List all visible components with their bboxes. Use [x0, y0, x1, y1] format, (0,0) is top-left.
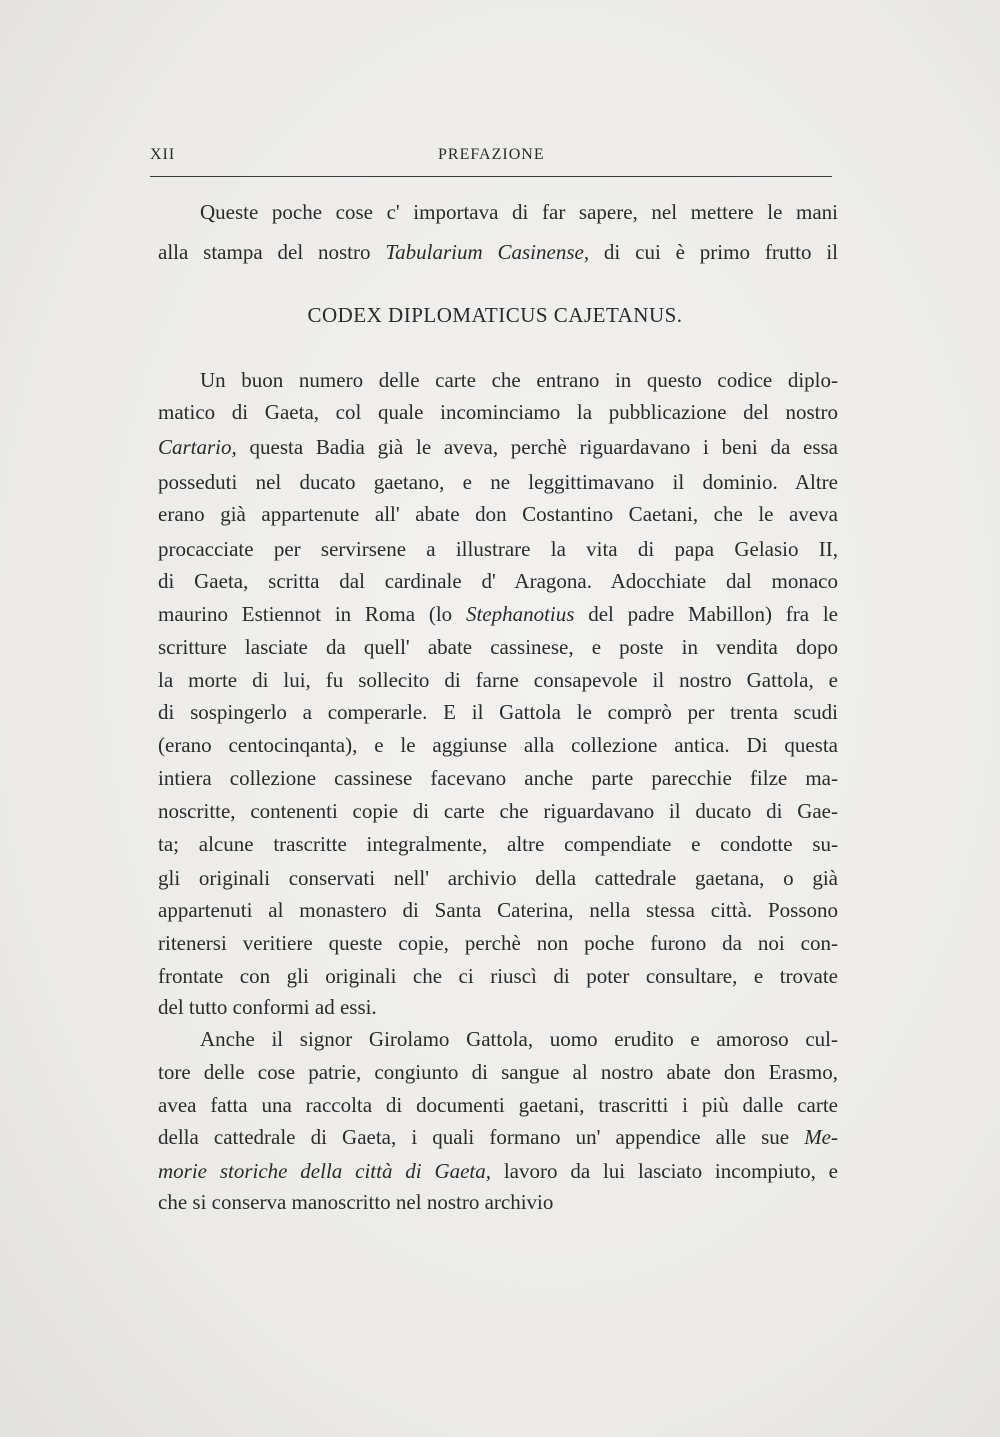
- p2-line-2: tore delle cose patrie, congiunto di sangue al nostro abate don Erasmo,: [158, 1060, 838, 1084]
- p1-line-4: posseduti nel ducato gaetano, e ne leggittimavano il dominio. Altre: [158, 470, 838, 494]
- p2-line-6: che si conserva manoscritto nel nostro archivio: [158, 1190, 554, 1214]
- intro-line-2-text: alla stampa del nostro: [158, 240, 386, 264]
- p2-line-4: [158, 1123, 838, 1151]
- p1-line-11: di sospingerlo a comperarle. E il Gattola le comprò per trenta scudi: [158, 700, 838, 724]
- p1-line-6: procacciate per servirsene a illustrare la vita di papa Gelasio II,: [158, 537, 838, 561]
- p1-line-12: (erano centocinqanta), e le aggiunse alla collezione antica. Di questa: [158, 733, 838, 757]
- p1-line-18: ritenersi veritiere queste copie, perchè non poche furono da noi con-: [158, 931, 838, 955]
- p2-line-4-italic: Me-: [804, 1125, 838, 1149]
- p1-line-13: intiera collezione cassinese facevano anche parte parecchie filze ma-: [158, 766, 838, 790]
- p2-line-1: Anche il signor Girolamo Gattola, uomo erudito e amoroso cul-: [200, 1027, 838, 1051]
- p2-line-5: [158, 1157, 838, 1185]
- p1-line-17: appartenuti al monastero di Santa Caterina, nella stessa città. Possono: [158, 898, 838, 922]
- p1-line-3: [158, 433, 838, 461]
- p2-line-3: avea fatta una raccolta di documenti gaetani, trascritti i più dalle carte: [158, 1093, 838, 1117]
- intro-line-2: [158, 238, 838, 266]
- p1-line-1: Un buon numero delle carte che entrano in questo codice diplo-: [200, 368, 838, 392]
- p1-line-2: matico di Gaeta, col quale incominciamo la pubblicazione del nostro: [158, 400, 838, 424]
- page-header: [150, 146, 832, 170]
- p2-line-5-italic: morie storiche della città di Gaeta,: [158, 1159, 492, 1183]
- p1-line-3-italic: Cartario,: [158, 435, 237, 459]
- header-rule: [150, 176, 832, 177]
- p1-line-9: scritture lasciate da quell' abate cassinese, e poste in vendita dopo: [158, 635, 838, 659]
- running-head: PREFAZIONE: [438, 146, 545, 163]
- p1-line-19: frontate con gli originali che ci riuscì di poter consultare, e trovate: [158, 964, 838, 988]
- p2-line-4-text: della cattedrale di Gaeta, i quali formano un' appendice alle sue: [158, 1125, 805, 1149]
- p1-line-5: erano già appartenute all' abate don Costantino Caetani, che le aveva: [158, 502, 838, 526]
- page-number: XII: [150, 146, 176, 163]
- p1-line-8-text-end: del padre Mabillon) fra le: [574, 602, 838, 626]
- section-title: CODEX DIPLOMATICUS CAJETANUS.: [307, 303, 683, 327]
- p1-line-8-italic: Stephanotius: [465, 602, 575, 626]
- intro-line-2-text-end: di cui è primo frutto il: [589, 240, 839, 264]
- intro-line-2-italic: Tabularium Casinense,: [385, 240, 590, 264]
- p2-line-5-text: lavoro da lui lasciato incompiuto, e: [491, 1159, 838, 1183]
- p1-line-16: gli originali conservati nell' archivio della cattedrale gaetana, o già: [158, 866, 838, 890]
- p1-line-20: del tutto conformi ad essi.: [158, 995, 377, 1019]
- intro-line-1: Queste poche cose c' importava di far sapere, nel mettere le mani: [200, 200, 838, 224]
- p1-line-8-text: maurino Estiennot in Roma (lo: [158, 602, 466, 626]
- p1-line-7: di Gaeta, scritta dal cardinale d' Aragona. Adocchiate dal monaco: [158, 569, 838, 593]
- p1-line-3-text: questa Badia già le aveva, perchè riguardavano i beni da essa: [236, 435, 838, 459]
- p1-line-15: ta; alcune trascritte integralmente, altre compendiate e condotte su-: [158, 832, 838, 856]
- p1-line-10: la morte di lui, fu sollecito di farne consapevole il nostro Gattola, e: [158, 668, 838, 692]
- p1-line-8: [158, 600, 838, 628]
- p1-line-14: noscritte, contenenti copie di carte che riguardavano il ducato di Gae-: [158, 799, 838, 823]
